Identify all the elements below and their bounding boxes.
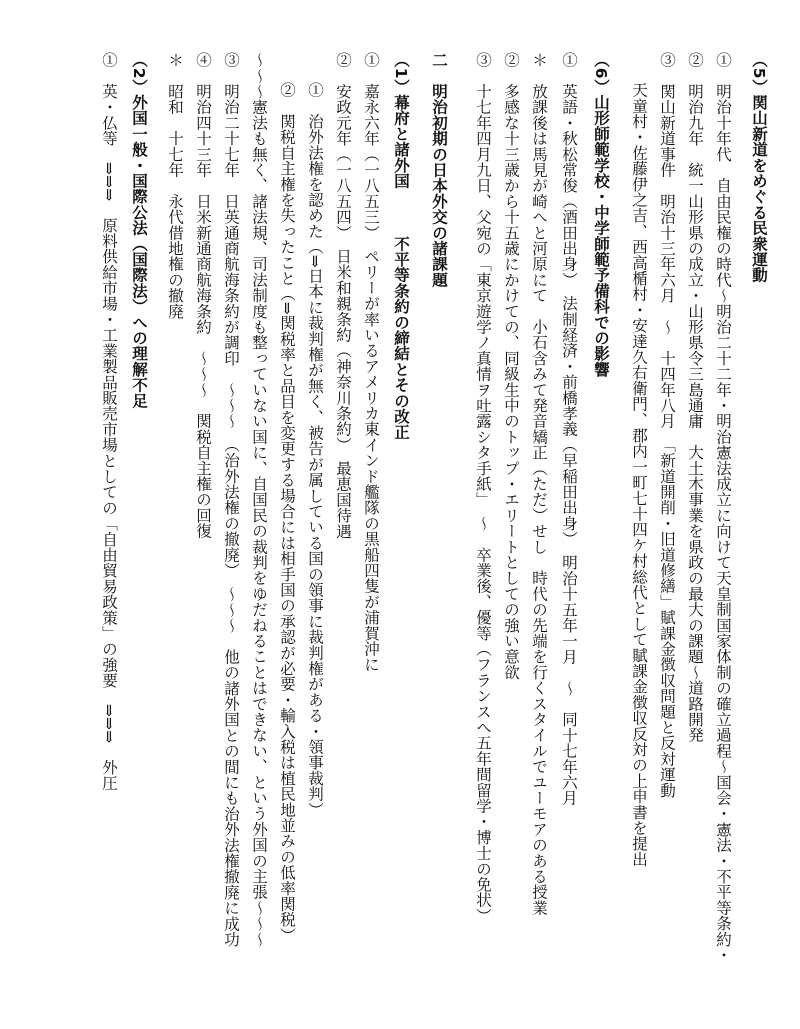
section-6-heading: （6）山形師範学校・中学師範予備科での影響 <box>592 52 610 377</box>
text-line: ② 明治九年 統一山形県の成立・山形県令三島通庸 大土木事業を県政の最大の課題～道路開発 <box>686 52 704 743</box>
text-line: ③ 関山新道事件 明治十三年六月 ～ 十四年八月 「新道開削・旧道修繕」賦課金徴収問題と反対運動 <box>658 52 676 798</box>
text-line: ② 関税自主権を失ったこと（⇒関税率と品目を変更する場合には相手国の承認が必要・輸入税は植民地並みの低率関税） <box>278 82 296 943</box>
text-line: ④ 明治四十三年 日米新通商航海条約 ～～～ 関税自主権の回復 <box>194 52 212 539</box>
text-line: ① 嘉永六年（一八五三） ペリーが率いるアメリカ東インド艦隊の黒船四隻が浦賀沖に <box>362 52 380 673</box>
chapter-2-heading: 二 明治初期の日本外交の諸課題 <box>430 52 448 288</box>
text-line: ③ 明治二十七年 日英通商航海条約が調印 ～～～ （治外法権の撤廃） ～～～ 他の諸外国との間にも治外法権撤廃に成功 <box>222 52 240 948</box>
text-line: ～～～憲法も無く、諸法規、司法制度も整っていない国に、自国民の裁判をゆだねることはできない、という外国の主張～～～ <box>250 52 268 947</box>
text-line: ＊ 昭和 十七年 永代借地権の撤廃 <box>166 52 184 319</box>
text-line: ① 英語・秋松常俊（酒田出身） 法制経済・前橋孝義（早稲田出身） 明治十五年一月 ～ 同十七年六月 <box>560 52 578 806</box>
text-line: ＊ 放課後は馬見が崎へと河原にて 小石含みて発音矯正（ただ）せし 時代の先端を行くスタイルでユーモアのある授業 <box>530 52 548 916</box>
text-line: ① 英・仏等 ⇒⇒⇒ 原料供給市場・工業製品販売市場としての「自由貿易政策」の強要 ⇒⇒⇒ 外圧 <box>100 52 118 791</box>
text-line: ③ 十七年四月九日、父宛の「東京遊学ノ真情ヲ吐露シタ手紙」 ～ 卒業後、優等（フランスへ五年間留学・博士の免状） <box>474 52 492 924</box>
subsection-1-heading: （1）幕府と諸外国 不平等条約の締結とその改正 <box>392 52 410 440</box>
text-line: ① 治外法権を認めた（⇒日本に裁判権が無く、被告が属している国の領事に裁判権がある・領事裁判） <box>306 82 324 818</box>
text-line: 天童村・佐藤伊之吉、西高楯村・安達久右衛門、郡内一町七十四ケ村総代として賦課金徴収反対の上申書を提出 <box>630 82 648 867</box>
text-line: ② 安政元年（一八五四） 日米和親条約（神奈川条約） 最恵国待遇 <box>334 52 352 539</box>
text-line: ② 多感な十三歳から十五歳にかけての、同級生中のトップ・エリートとしての強い意欲 <box>502 52 520 680</box>
text-line: ① 明治十年代 自由民権の時代～明治二十二年・明治憲法成立に向けて天皇制国家体制の確立過程～国会・憲法・不平等条約・ <box>714 52 732 963</box>
subsection-2-heading: （2）外国一般・国際公法（国際法）への理解不足 <box>130 52 148 409</box>
section-5-heading: （5）関山新道をめぐる民衆運動 <box>750 52 768 283</box>
